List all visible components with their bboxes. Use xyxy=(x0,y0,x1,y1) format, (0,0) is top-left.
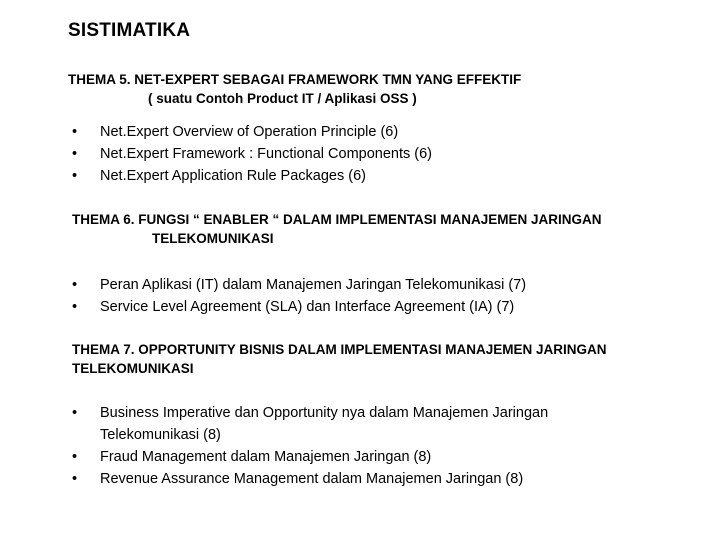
list-item xyxy=(68,121,708,143)
section-heading xyxy=(68,70,708,108)
section-heading-line1: THEMA 7. OPPORTUNITY BISNIS DALAM IMPLEMENTASI MANAJEMEN JARINGAN xyxy=(72,342,607,357)
bullet-icon: • xyxy=(72,471,78,487)
list-item-text: Service Level Agreement (SLA) dan Interface Agreement (IA) (7) xyxy=(100,299,515,315)
section-heading-line2: TELEKOMUNIKASI xyxy=(72,361,194,376)
list-item xyxy=(68,446,712,468)
section-heading-line2: TELEKOMUNIKASI xyxy=(152,231,274,246)
section-heading xyxy=(72,340,712,378)
section-thema-5 xyxy=(68,70,708,187)
bullet-icon: • xyxy=(72,449,78,465)
list-item-text: Net.Expert Overview of Operation Principle (6) xyxy=(100,124,399,140)
section-thema-7 xyxy=(72,340,712,490)
list-item xyxy=(68,402,712,446)
bullet-list xyxy=(68,274,712,318)
bullet-icon: • xyxy=(72,405,78,421)
slide-title: SISTIMATIKA xyxy=(68,20,191,41)
list-item xyxy=(68,274,712,296)
bullet-icon: • xyxy=(72,124,78,140)
list-item-text: Fraud Management dalam Manajemen Jaringan (8) xyxy=(100,449,432,465)
bullet-icon: • xyxy=(72,299,78,315)
list-item-text: Net.Expert Framework : Functional Components (6) xyxy=(100,146,433,162)
bullet-icon: • xyxy=(72,277,78,293)
list-item-text: Business Imperative dan Opportunity nya dalam Manajemen Jaringan xyxy=(100,405,549,421)
section-heading-line2: ( suatu Contoh Product IT / Aplikasi OSS ) xyxy=(148,91,417,106)
list-item xyxy=(68,468,712,490)
bullet-icon: • xyxy=(72,146,78,162)
list-item xyxy=(68,296,712,318)
list-item-text: Net.Expert Application Rule Packages (6) xyxy=(100,168,366,184)
bullet-list xyxy=(68,402,712,490)
list-item-text: Revenue Assurance Management dalam Manajemen Jaringan (8) xyxy=(100,471,524,487)
bullet-list xyxy=(68,121,708,187)
section-heading xyxy=(72,210,712,248)
bullet-icon: • xyxy=(72,168,78,184)
section-thema-6 xyxy=(72,210,712,318)
section-heading-line1: THEMA 6. FUNGSI “ ENABLER “ DALAM IMPLEMENTASI MANAJEMEN JARINGAN xyxy=(72,212,602,227)
list-item-text: Peran Aplikasi (IT) dalam Manajemen Jaringan Telekomunikasi (7) xyxy=(100,277,527,293)
list-item xyxy=(68,143,708,165)
section-heading-line1: THEMA 5. NET-EXPERT SEBAGAI FRAMEWORK TMN YANG EFFEKTIF xyxy=(68,72,522,87)
list-item xyxy=(68,165,708,187)
list-item-text-continuation: Telekomunikasi (8) xyxy=(100,427,221,443)
